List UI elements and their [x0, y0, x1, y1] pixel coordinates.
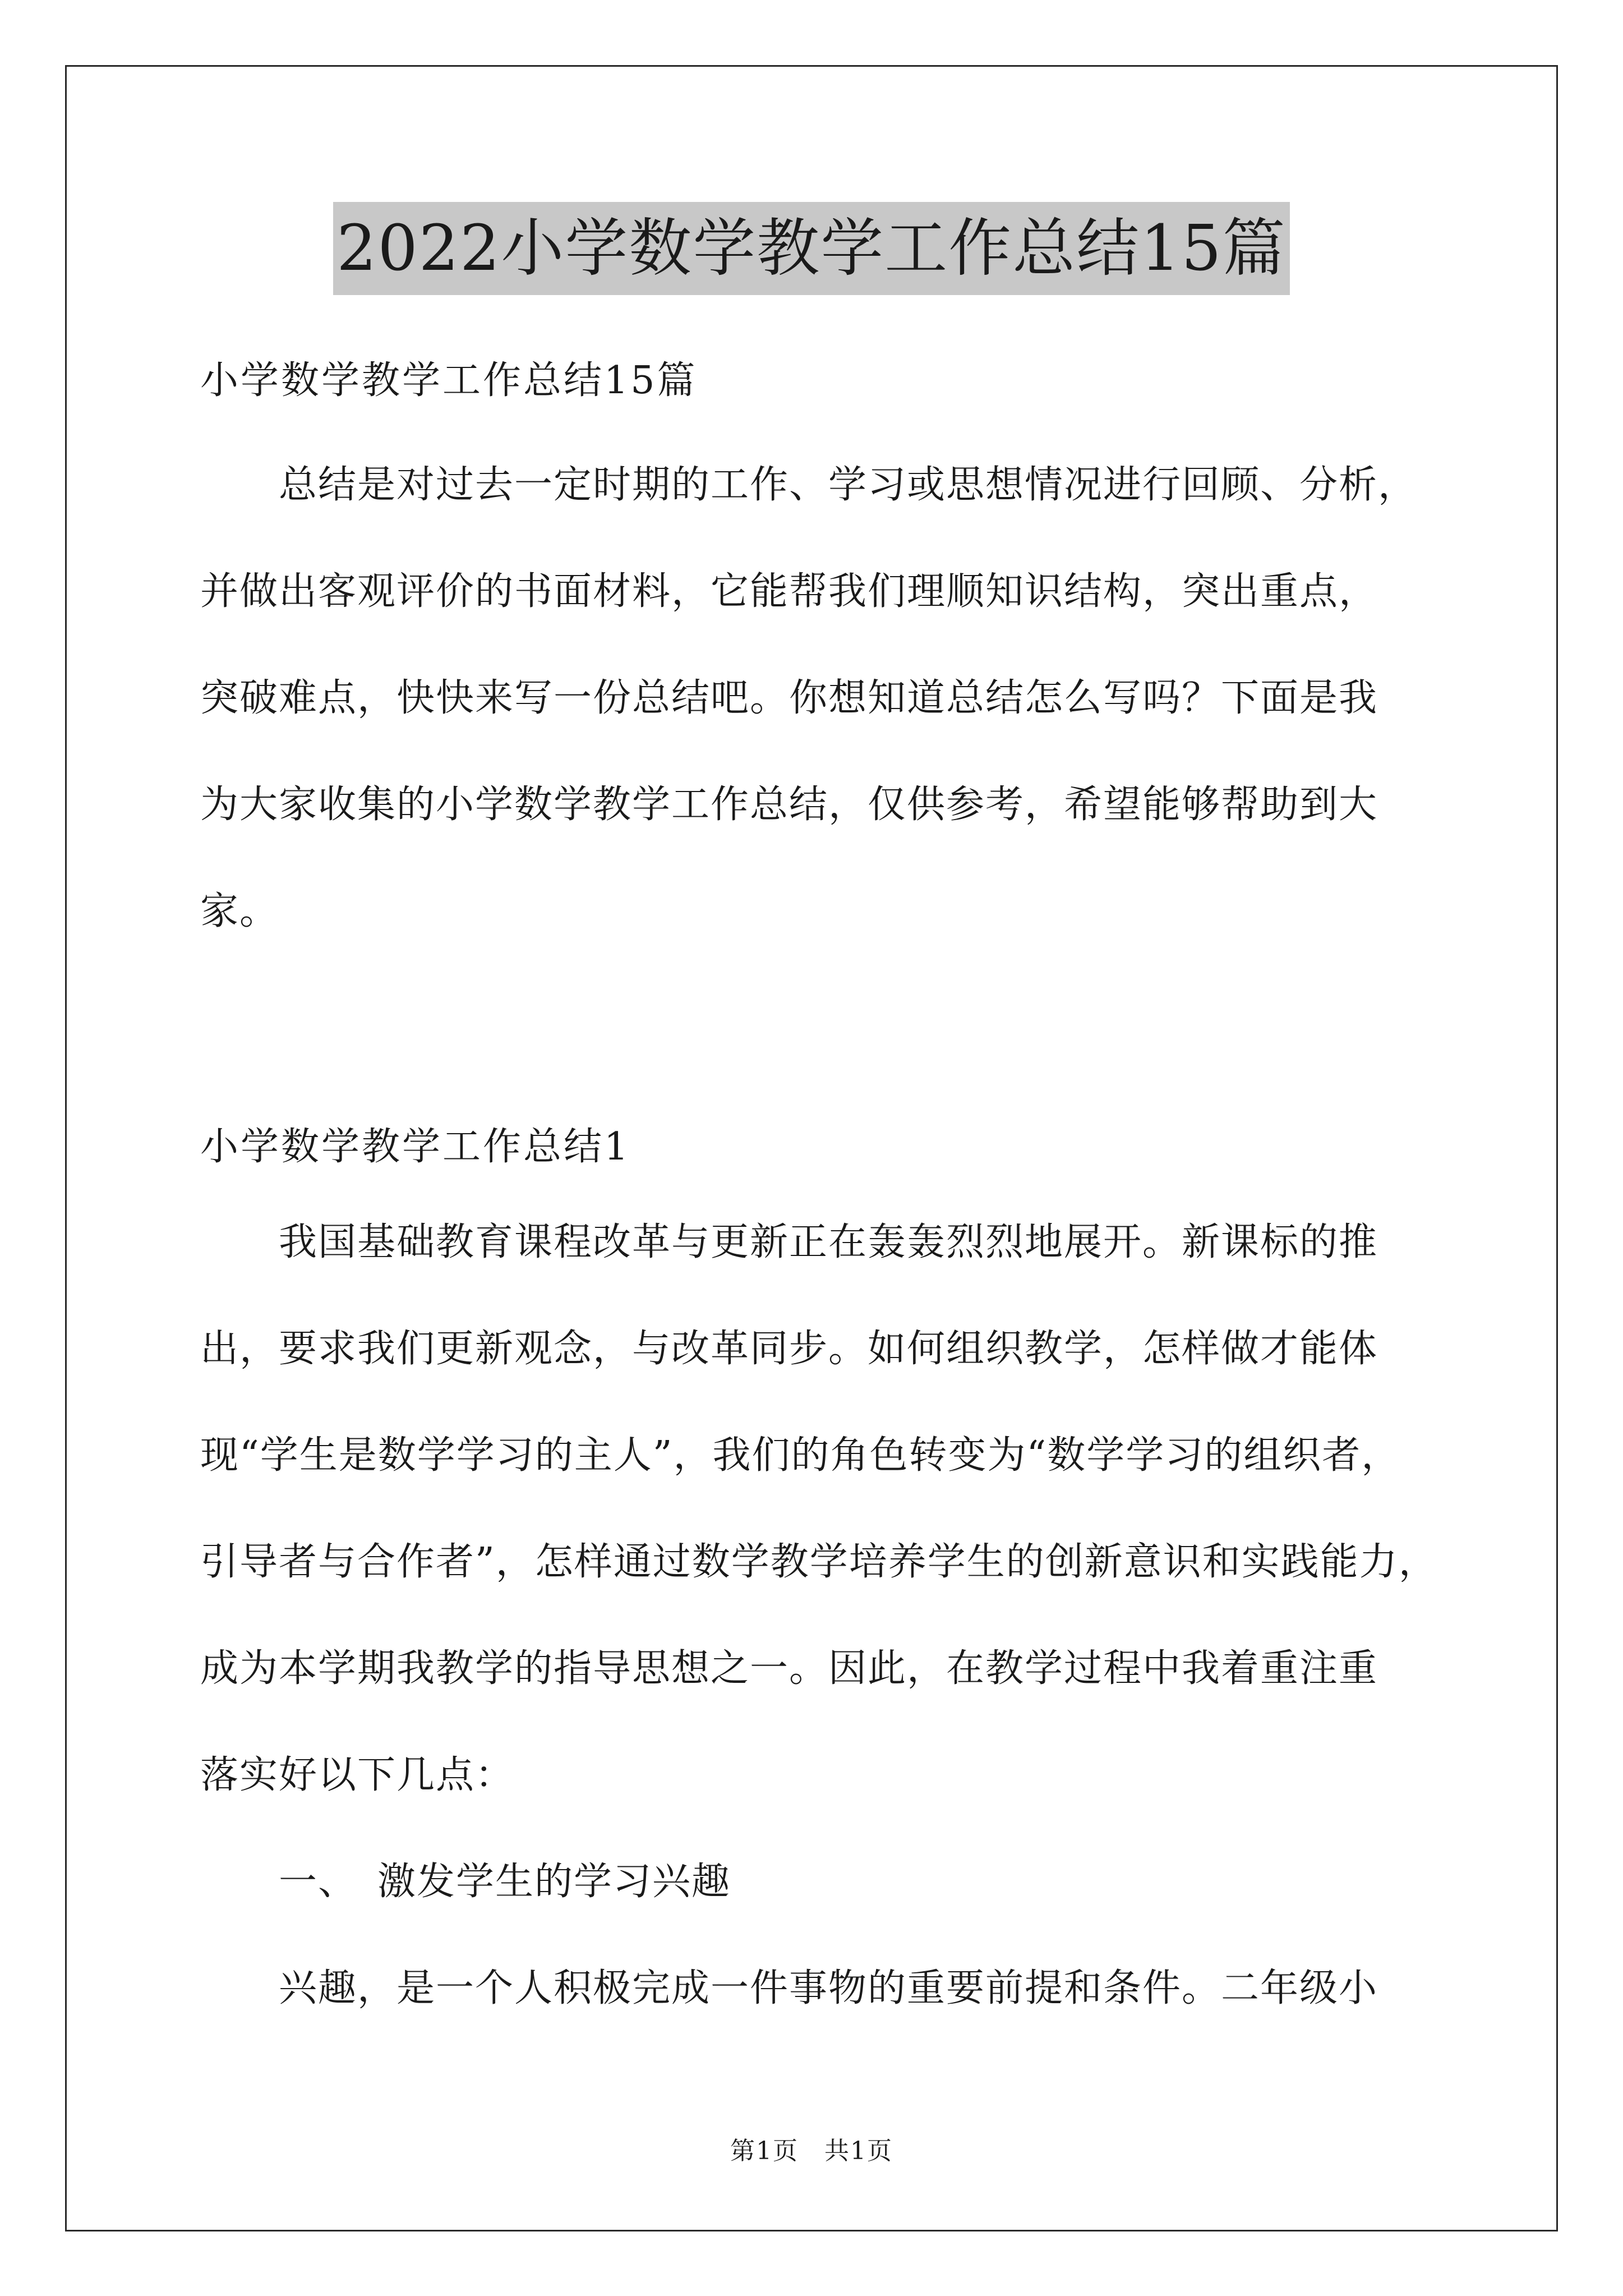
intro-line: 总结是对过去一定时期的工作、学习或思想情况进行回顾、分析，	[200, 463, 1418, 507]
page-footer: 第1页 共1页	[730, 2137, 893, 2165]
document-subtitle: 小学数学教学工作总结15篇	[200, 358, 698, 403]
section-line: 引导者与合作者”，怎样通过数学教学培养学生的创新意识和实践能力，	[200, 1540, 1438, 1584]
intro-line: 家。	[200, 889, 279, 933]
section-line: 我国基础教育课程改革与更新正在轰轰烈烈地展开。新课标的推	[200, 1220, 1378, 1264]
document-title: 2022小学数学教学工作总结15篇	[333, 202, 1290, 295]
section-line: 现“学生是数学学习的主人”，我们的角色转变为“数学学习的组织者，	[200, 1433, 1401, 1478]
section-paragraph	[200, 1189, 1456, 1829]
section-line: 出，要求我们更新观念，与改革同步。如何组织教学，怎样做才能体	[200, 1327, 1378, 1371]
intro-line: 为大家收集的小学数学教学工作总结，仅供参考，希望能够帮助到大	[200, 783, 1378, 827]
intro-paragraph	[200, 432, 1456, 965]
section-line: 成为本学期我教学的指导思想之一。因此，在教学过程中我着重注重	[200, 1646, 1378, 1691]
point-line: 兴趣，是一个人积极完成一件事物的重要前提和条件。二年级小	[200, 1966, 1378, 2010]
point-block	[200, 1829, 1456, 2042]
point-heading: 一、 激发学生的学习兴趣	[200, 1860, 731, 1904]
title-container	[0, 202, 1623, 295]
intro-line: 突破难点，快快来写一份总结吧。你想知道总结怎么写吗？下面是我	[200, 676, 1378, 720]
section-line: 落实好以下几点：	[200, 1753, 515, 1797]
intro-line: 并做出客观评价的书面材料，它能帮我们理顺知识结构，突出重点，	[200, 569, 1378, 614]
section-heading: 小学数学教学工作总结1	[200, 1125, 631, 1169]
